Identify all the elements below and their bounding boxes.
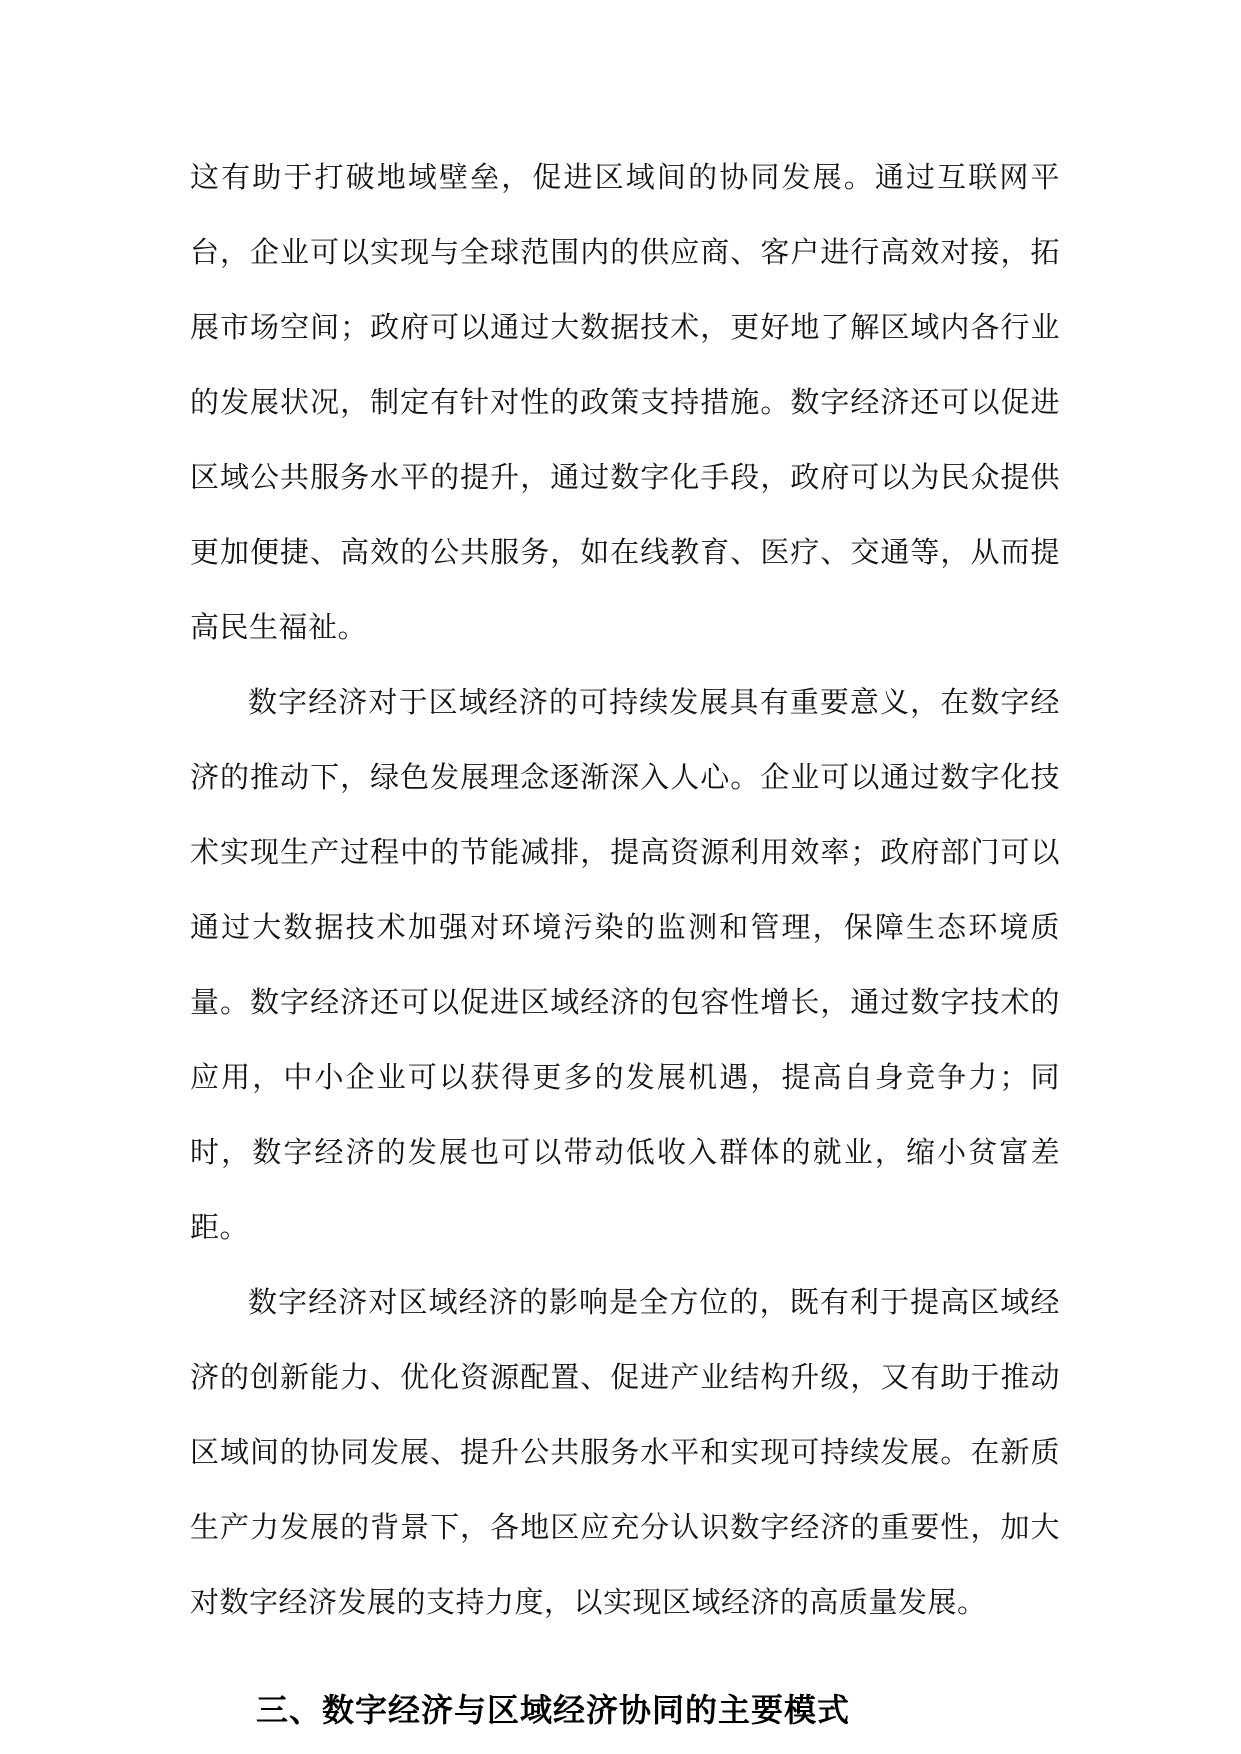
paragraph-continued: 这有助于打破地域壁垒，促进区域间的协同发展。通过互联网平台，企业可以实现与全球范围内的供应商、客户进行高效对接，拓展市场空间；政府可以通过大数据技术，更好地了解区域内各行业的发展状况，制定有针对性的政策支持措施。数字经济还可以促进区域公共服务水平的提升，通过数字化手段，政府可以为民众提供更加便捷、高效的公共服务，如在线教育、医疗、交通等，从而提高民生福祉。 xyxy=(190,160,1060,644)
document-body xyxy=(190,140,1060,1740)
section-heading: 三、数字经济与区域经济协同的主要模式 xyxy=(256,1691,851,1729)
paragraph-sustainable-development: 数字经济对于区域经济的可持续发展具有重要意义，在数字经济的推动下，绿色发展理念逐渐深入人心。企业可以通过数字化技术实现生产过程中的节能减排，提高资源利用效率；政府部门可以通过大数据技术加强对环境污染的监测和管理，保障生态环境质量。数字经济还可以促进区域经济的包容性增长，通过数字技术的应用，中小企业可以获得更多的发展机遇，提高自身竞争力；同时，数字经济的发展也可以带动低收入群体的就业，缩小贫富差距。 xyxy=(190,685,1060,1244)
paragraph-summary: 数字经济对区域经济的影响是全方位的，既有利于提高区域经济的创新能力、优化资源配置、促进产业结构升级，又有助于推动区域间的协同发展、提升公共服务水平和实现可持续发展。在新质生产力发展的背景下，各地区应充分认识数字经济的重要性，加大对数字经济发展的支持力度，以实现区域经济的高质量发展。 xyxy=(190,1285,1060,1619)
